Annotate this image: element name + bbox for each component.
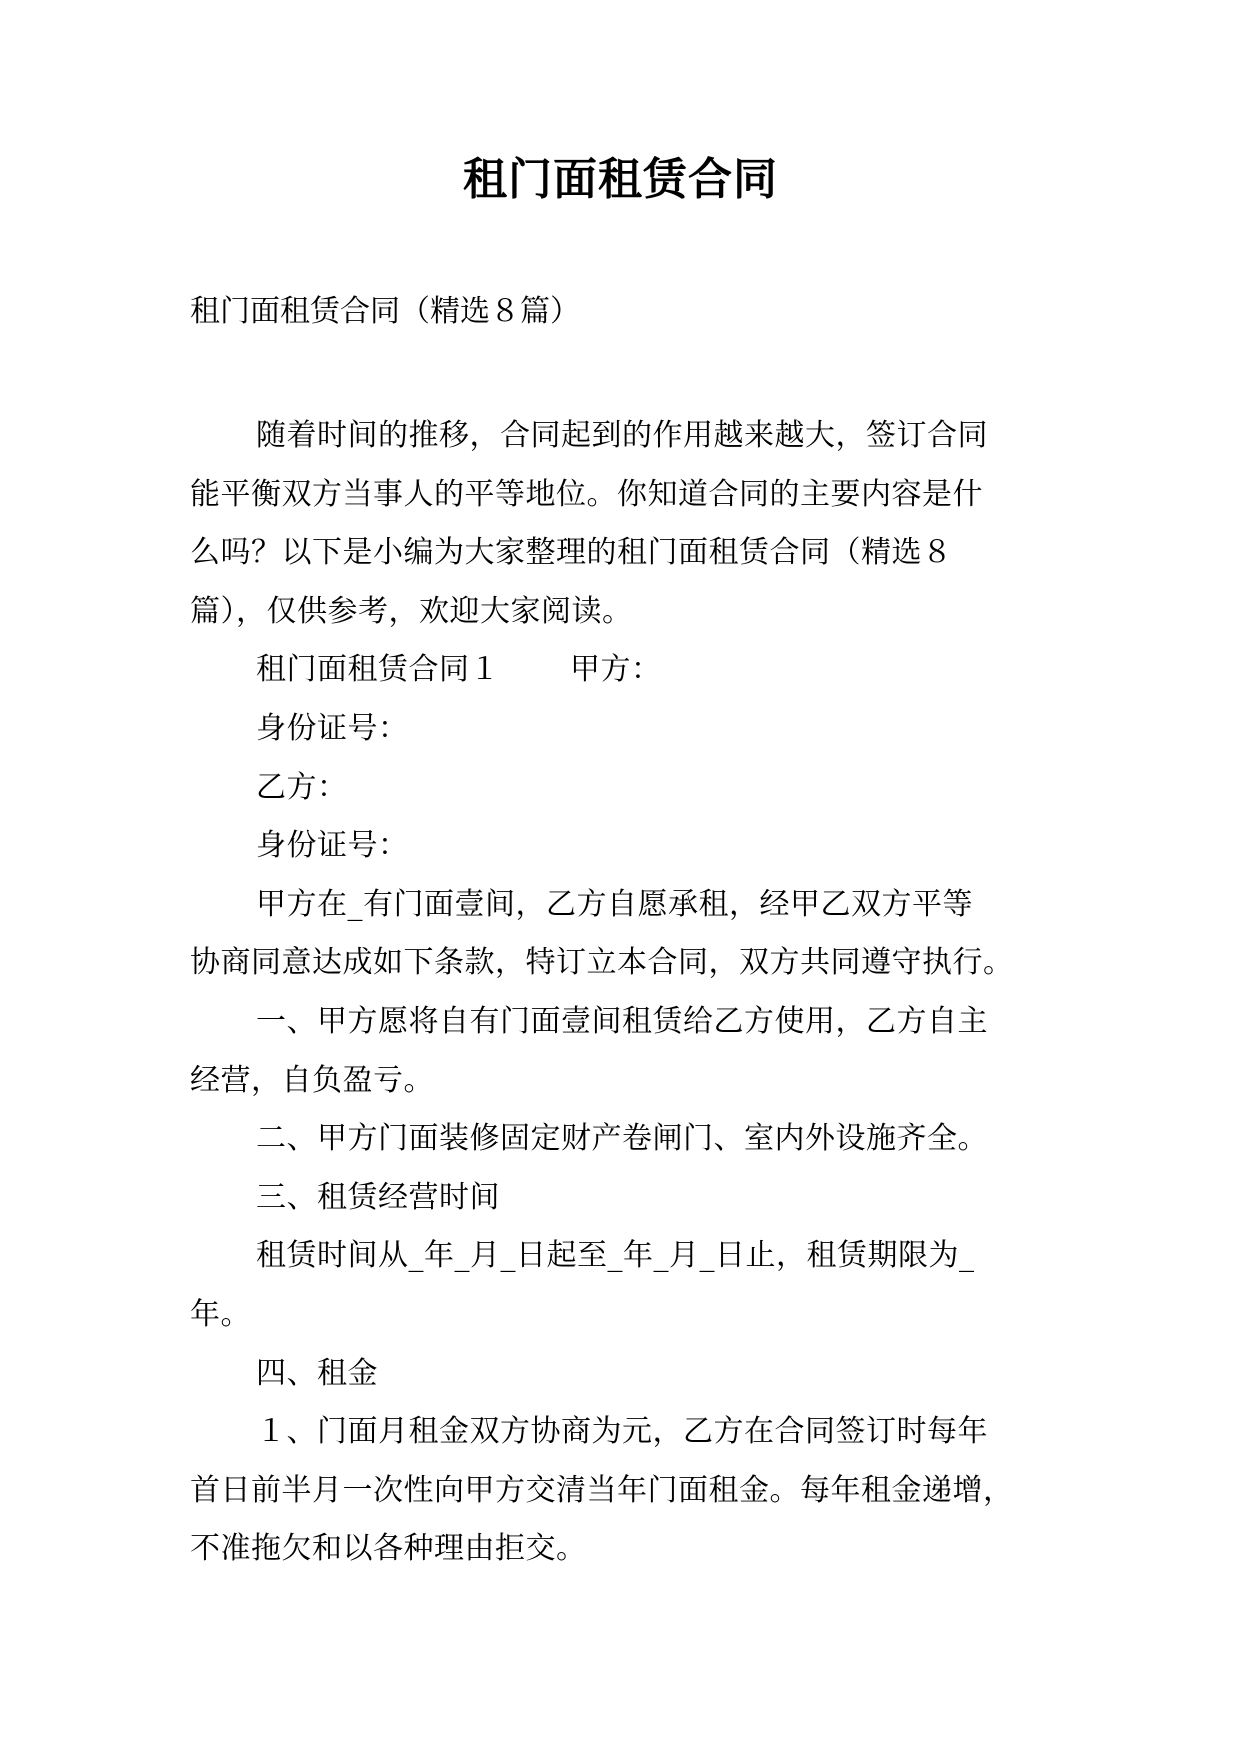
paragraph-line: 么吗？以下是小编为大家整理的租门面租赁合同（精选８ — [190, 535, 953, 571]
document-body — [190, 407, 1055, 1579]
section-heading: 三、租赁经营时间 — [256, 1179, 500, 1215]
party-a-id-label: 身份证号： — [256, 710, 409, 746]
section-heading: 四、租金 — [256, 1355, 378, 1391]
clause-line: 不准拖欠和以各种理由拒交。 — [190, 1531, 587, 1567]
contract-number-heading: 租门面租赁合同１ — [256, 652, 500, 688]
document-subtitle: 租门面租赁合同（精选８篇） — [190, 294, 580, 329]
clause-line: 经营，自负盈亏。 — [190, 1062, 434, 1098]
clause-line: 二、甲方门面装修固定财产卷闸门、室内外设施齐全。 — [256, 1121, 988, 1157]
party-b-id-label: 身份证号： — [256, 828, 409, 864]
party-a-label: 甲方： — [570, 652, 662, 688]
document-title: 租门面租赁合同 — [463, 154, 778, 205]
paragraph-line: 随着时间的推移，合同起到的作用越来越大，签订合同 — [256, 418, 988, 453]
clause-line: 首日前半月一次性向甲方交清当年门面租金。每年租金递增， — [190, 1472, 1014, 1508]
contract-heading-line — [190, 641, 1055, 700]
paragraph-line: 篇），仅供参考，欢迎大家阅读。 — [190, 593, 633, 629]
clause-line: 租赁时间从_年_月_日起至_年_月_日止，租赁期限为_ — [256, 1238, 975, 1274]
clause-line: 年。 — [190, 1296, 251, 1332]
clause-line: 一、甲方愿将自有门面壹间租赁给乙方使用，乙方自主 — [256, 1003, 988, 1039]
party-b-label: 乙方： — [256, 769, 348, 805]
paragraph-line: 协商同意达成如下条款，特订立本合同，双方共同遵守执行。 — [190, 945, 1014, 981]
paragraph-line: 能平衡双方当事人的平等地位。你知道合同的主要内容是什 — [190, 476, 983, 512]
paragraph-line: 甲方在_有门面壹间，乙方自愿承租，经甲乙双方平等 — [256, 886, 973, 922]
clause-line: １、门面月租金双方协商为元，乙方在合同签订时每年 — [256, 1414, 988, 1450]
